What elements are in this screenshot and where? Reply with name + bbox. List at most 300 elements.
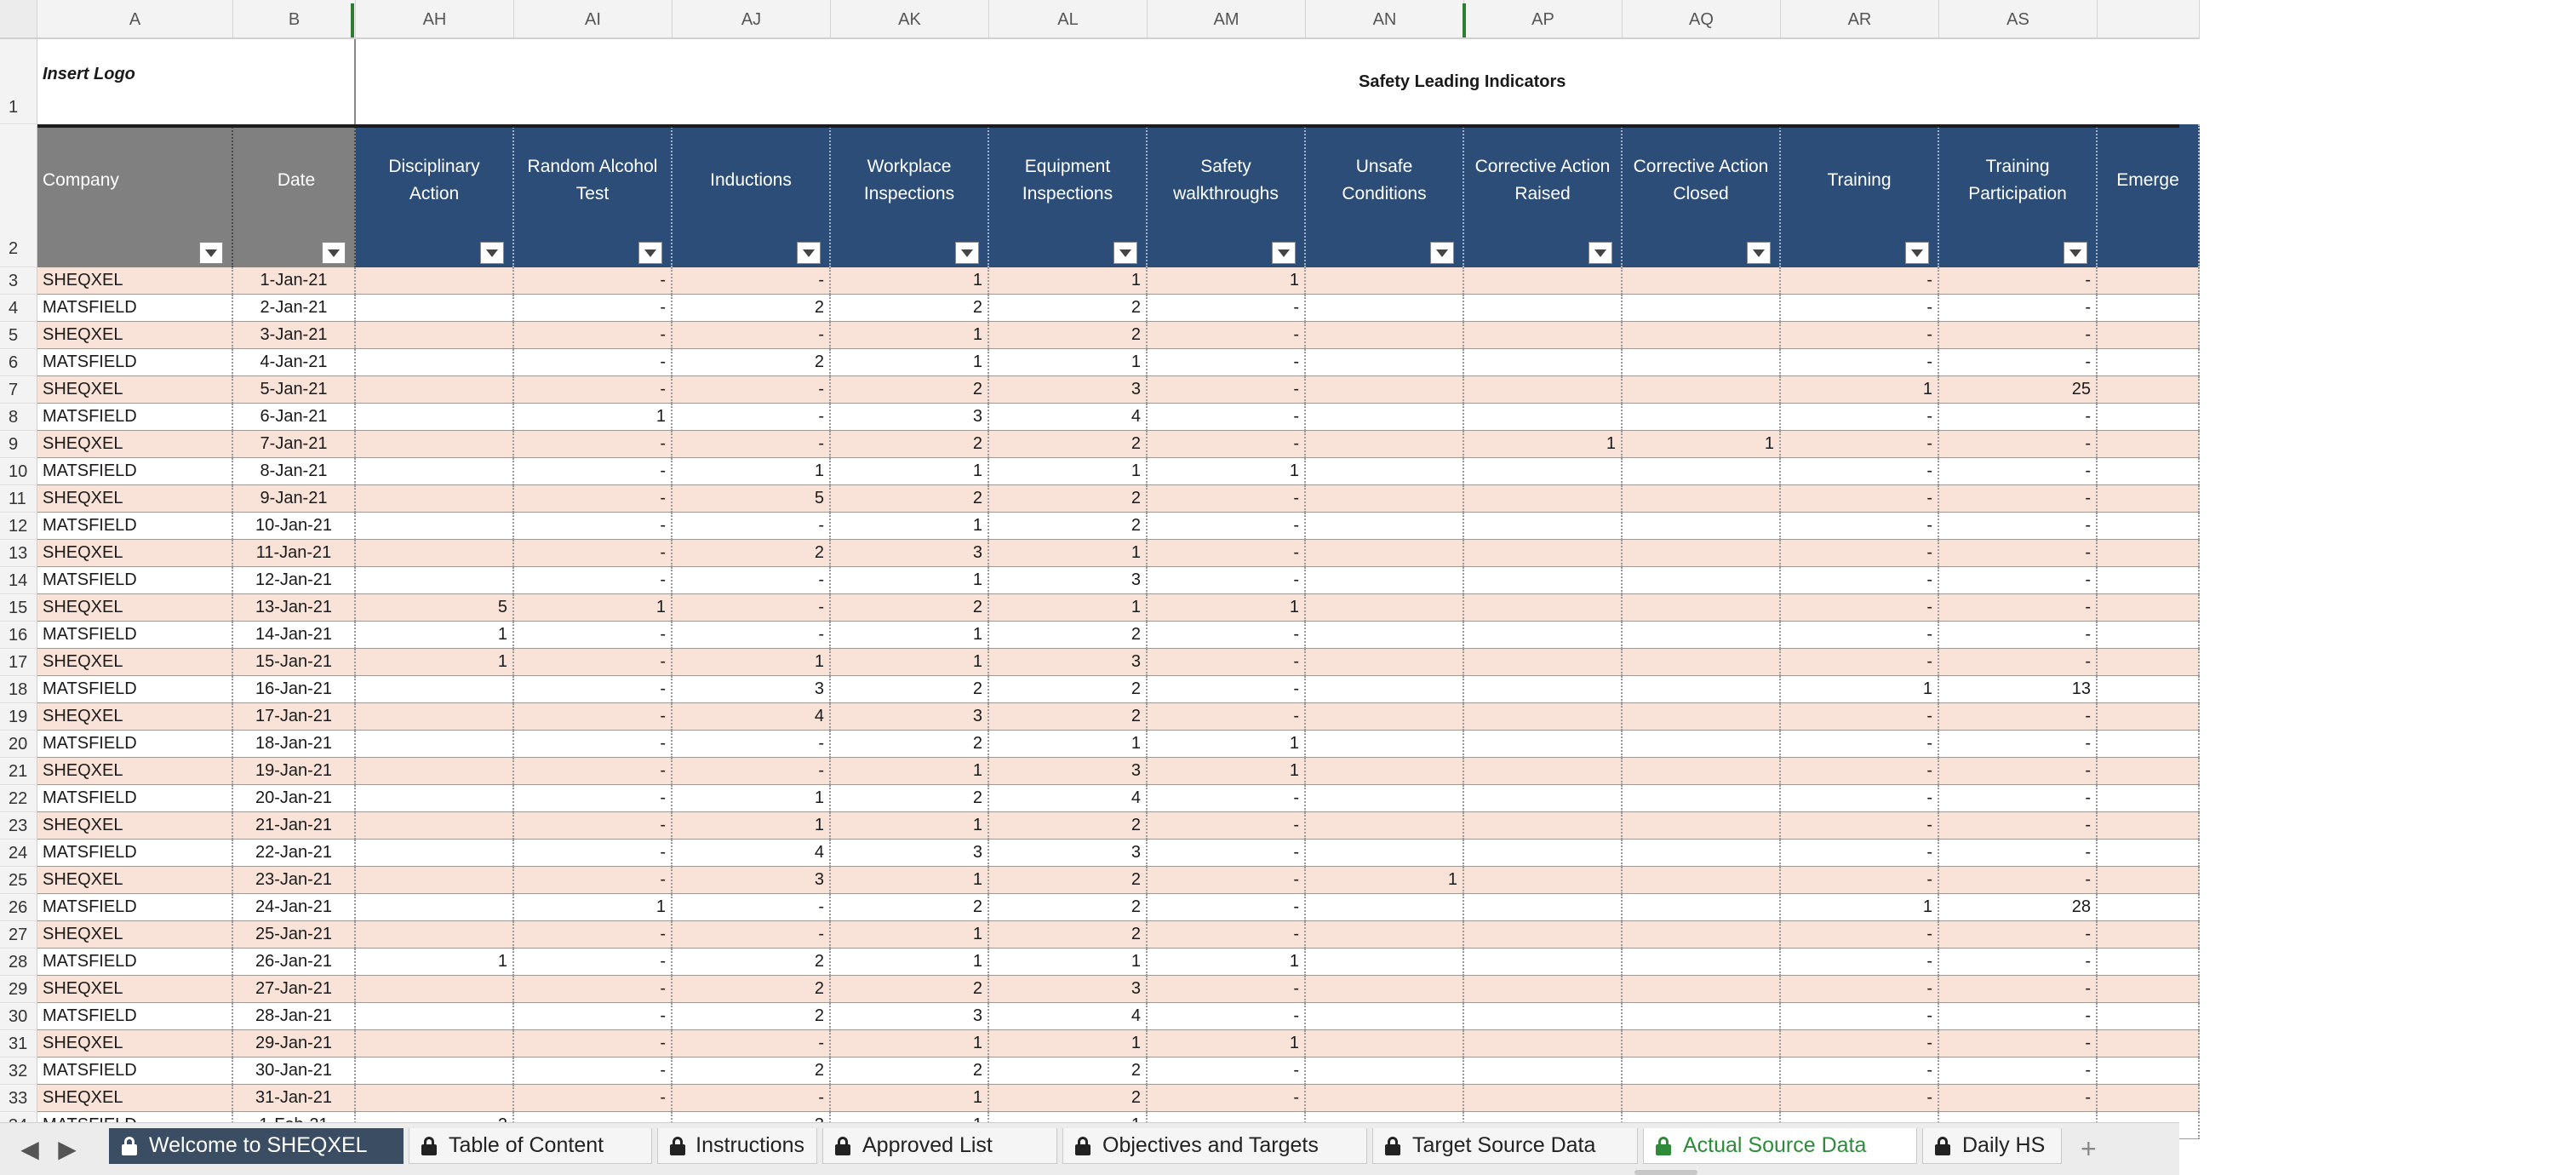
- table-cell[interactable]: [1464, 513, 1623, 540]
- table-cell[interactable]: [1464, 458, 1623, 485]
- column-header-ai[interactable]: AI: [514, 0, 673, 39]
- table-cell[interactable]: 1: [1148, 731, 1306, 758]
- table-cell[interactable]: -: [1939, 594, 2098, 622]
- table-cell[interactable]: 1: [831, 349, 989, 376]
- table-cell[interactable]: [1306, 812, 1464, 840]
- table-cell[interactable]: -: [1939, 485, 2098, 513]
- table-cell[interactable]: -: [1939, 458, 2098, 485]
- table-cell[interactable]: [356, 349, 514, 376]
- table-cell[interactable]: -: [1148, 921, 1306, 949]
- table-cell[interactable]: -: [1148, 649, 1306, 676]
- row-header[interactable]: 27: [0, 921, 37, 949]
- table-cell[interactable]: 1: [989, 267, 1148, 295]
- table-cell[interactable]: [1464, 1030, 1623, 1058]
- table-cell[interactable]: 2: [989, 1058, 1148, 1085]
- table-cell[interactable]: 1: [1306, 867, 1464, 894]
- table-cell[interactable]: [1623, 731, 1781, 758]
- table-cell[interactable]: -: [1939, 1085, 2098, 1112]
- table-cell[interactable]: -: [1939, 1003, 2098, 1030]
- table-cell[interactable]: 27-Jan-21: [233, 976, 356, 1003]
- table-cell[interactable]: 2: [673, 1003, 831, 1030]
- table-cell[interactable]: MATSFIELD: [37, 513, 233, 540]
- table-cell[interactable]: 2: [989, 703, 1148, 731]
- table-cell[interactable]: 2: [673, 976, 831, 1003]
- table-cell[interactable]: MATSFIELD: [37, 1003, 233, 1030]
- table-cell[interactable]: MATSFIELD: [37, 949, 233, 976]
- table-cell[interactable]: SHEQXEL: [37, 812, 233, 840]
- table-cell[interactable]: [2098, 431, 2200, 458]
- table-cell[interactable]: -: [1939, 758, 2098, 785]
- table-cell[interactable]: [2098, 322, 2200, 349]
- table-cell[interactable]: 2: [673, 295, 831, 322]
- table-cell[interactable]: [1464, 676, 1623, 703]
- table-cell[interactable]: 8-Jan-21: [233, 458, 356, 485]
- table-cell[interactable]: [1623, 594, 1781, 622]
- table-cell[interactable]: [356, 1058, 514, 1085]
- table-cell[interactable]: [1306, 840, 1464, 867]
- table-cell[interactable]: 1: [1148, 458, 1306, 485]
- table-cell[interactable]: [2098, 1058, 2200, 1085]
- table-cell[interactable]: MATSFIELD: [37, 731, 233, 758]
- table-cell[interactable]: 28-Jan-21: [233, 1003, 356, 1030]
- row-header[interactable]: 13: [0, 540, 37, 567]
- table-cell[interactable]: -: [1939, 267, 2098, 295]
- table-cell[interactable]: [1623, 349, 1781, 376]
- row-header[interactable]: 18: [0, 676, 37, 703]
- table-cell[interactable]: [2098, 622, 2200, 649]
- table-cell[interactable]: 2: [673, 1058, 831, 1085]
- table-cell[interactable]: 13-Jan-21: [233, 594, 356, 622]
- table-cell[interactable]: 1: [831, 1030, 989, 1058]
- table-cell[interactable]: [1306, 485, 1464, 513]
- filter-dropdown-icon[interactable]: [1905, 242, 1929, 264]
- table-cell[interactable]: [356, 513, 514, 540]
- table-cell[interactable]: 2: [831, 1058, 989, 1085]
- table-cell[interactable]: 7-Jan-21: [233, 431, 356, 458]
- table-cell[interactable]: -: [673, 731, 831, 758]
- table-cell[interactable]: [356, 295, 514, 322]
- table-cell[interactable]: -: [673, 376, 831, 404]
- table-cell[interactable]: [1306, 431, 1464, 458]
- table-cell[interactable]: 22-Jan-21: [233, 840, 356, 867]
- table-cell[interactable]: 1: [831, 867, 989, 894]
- table-cell[interactable]: [2098, 458, 2200, 485]
- table-cell[interactable]: 15-Jan-21: [233, 649, 356, 676]
- table-cell[interactable]: [356, 376, 514, 404]
- table-cell[interactable]: [1306, 649, 1464, 676]
- table-cell[interactable]: -: [1939, 785, 2098, 812]
- table-cell[interactable]: 1: [831, 812, 989, 840]
- table-cell[interactable]: 1: [356, 622, 514, 649]
- table-cell[interactable]: [1623, 1058, 1781, 1085]
- table-cell[interactable]: -: [1781, 867, 1939, 894]
- table-cell[interactable]: 12-Jan-21: [233, 567, 356, 594]
- table-cell[interactable]: [1306, 703, 1464, 731]
- table-cell[interactable]: 1: [989, 949, 1148, 976]
- table-cell[interactable]: SHEQXEL: [37, 867, 233, 894]
- row-header[interactable]: 22: [0, 785, 37, 812]
- column-header-b[interactable]: B: [233, 0, 356, 39]
- table-cell[interactable]: [1306, 894, 1464, 921]
- table-cell[interactable]: 2: [831, 894, 989, 921]
- table-cell[interactable]: -: [514, 431, 673, 458]
- table-cell[interactable]: 2: [831, 485, 989, 513]
- table-cell[interactable]: [2098, 567, 2200, 594]
- table-cell[interactable]: [1623, 676, 1781, 703]
- row-header[interactable]: 9: [0, 431, 37, 458]
- table-cell[interactable]: -: [673, 431, 831, 458]
- table-cell[interactable]: [1464, 567, 1623, 594]
- table-cell[interactable]: [1623, 1085, 1781, 1112]
- table-cell[interactable]: -: [1781, 513, 1939, 540]
- table-cell[interactable]: -: [514, 567, 673, 594]
- column-header-ap[interactable]: AP: [1464, 0, 1623, 39]
- table-cell[interactable]: -: [673, 1030, 831, 1058]
- table-cell[interactable]: 5: [673, 485, 831, 513]
- table-cell[interactable]: -: [514, 513, 673, 540]
- table-cell[interactable]: -: [1781, 622, 1939, 649]
- table-cell[interactable]: [1623, 949, 1781, 976]
- table-cell[interactable]: [356, 921, 514, 949]
- table-cell[interactable]: -: [514, 867, 673, 894]
- table-cell[interactable]: 4: [989, 1003, 1148, 1030]
- table-cell[interactable]: 1: [831, 649, 989, 676]
- table-cell[interactable]: 23-Jan-21: [233, 867, 356, 894]
- table-cell[interactable]: 26-Jan-21: [233, 949, 356, 976]
- filter-dropdown-icon[interactable]: [2064, 242, 2087, 264]
- table-cell[interactable]: 25-Jan-21: [233, 921, 356, 949]
- table-cell[interactable]: -: [1148, 567, 1306, 594]
- table-cell[interactable]: [1623, 458, 1781, 485]
- table-cell[interactable]: -: [1939, 567, 2098, 594]
- row-header[interactable]: 33: [0, 1085, 37, 1112]
- table-cell[interactable]: [2098, 703, 2200, 731]
- table-cell[interactable]: [356, 840, 514, 867]
- table-cell[interactable]: [1464, 594, 1623, 622]
- table-cell[interactable]: 1: [989, 731, 1148, 758]
- table-cell[interactable]: -: [673, 921, 831, 949]
- table-cell[interactable]: -: [673, 758, 831, 785]
- table-cell[interactable]: -: [1939, 731, 2098, 758]
- table-cell[interactable]: -: [1781, 785, 1939, 812]
- table-cell[interactable]: 1: [989, 1030, 1148, 1058]
- filter-dropdown-icon[interactable]: [1272, 242, 1296, 264]
- table-cell[interactable]: MATSFIELD: [37, 676, 233, 703]
- row-header[interactable]: 23: [0, 812, 37, 840]
- table-cell[interactable]: [356, 1085, 514, 1112]
- table-cell[interactable]: 2: [831, 431, 989, 458]
- table-cell[interactable]: [1623, 404, 1781, 431]
- table-cell[interactable]: -: [1781, 840, 1939, 867]
- table-cell[interactable]: [1306, 376, 1464, 404]
- table-cell[interactable]: [1623, 376, 1781, 404]
- table-cell[interactable]: [1306, 322, 1464, 349]
- table-cell[interactable]: 2: [989, 431, 1148, 458]
- table-cell[interactable]: [1464, 894, 1623, 921]
- table-cell[interactable]: -: [1148, 513, 1306, 540]
- table-cell[interactable]: [1306, 1058, 1464, 1085]
- column-header-a[interactable]: A: [37, 0, 233, 39]
- table-cell[interactable]: -: [1939, 1030, 2098, 1058]
- table-cell[interactable]: -: [1781, 295, 1939, 322]
- table-cell[interactable]: 19-Jan-21: [233, 758, 356, 785]
- table-cell[interactable]: [1306, 976, 1464, 1003]
- table-cell[interactable]: -: [1939, 404, 2098, 431]
- table-cell[interactable]: -: [1148, 376, 1306, 404]
- table-cell[interactable]: MATSFIELD: [37, 894, 233, 921]
- table-cell[interactable]: MATSFIELD: [37, 785, 233, 812]
- table-cell[interactable]: 1: [831, 267, 989, 295]
- filter-dropdown-icon[interactable]: [797, 242, 821, 264]
- table-cell[interactable]: MATSFIELD: [37, 622, 233, 649]
- table-cell[interactable]: SHEQXEL: [37, 976, 233, 1003]
- table-cell[interactable]: 2: [673, 349, 831, 376]
- row-header[interactable]: 19: [0, 703, 37, 731]
- table-cell[interactable]: -: [514, 949, 673, 976]
- table-cell[interactable]: 28: [1939, 894, 2098, 921]
- table-cell[interactable]: -: [1781, 976, 1939, 1003]
- row-header[interactable]: 20: [0, 731, 37, 758]
- sheet-tab-approved-list[interactable]: [822, 1128, 1057, 1164]
- table-cell[interactable]: -: [673, 1085, 831, 1112]
- table-cell[interactable]: 1: [1781, 894, 1939, 921]
- table-cell[interactable]: SHEQXEL: [37, 267, 233, 295]
- table-cell[interactable]: -: [1939, 949, 2098, 976]
- column-header-aq[interactable]: AQ: [1623, 0, 1781, 39]
- table-cell[interactable]: -: [1939, 322, 2098, 349]
- table-cell[interactable]: [356, 540, 514, 567]
- table-cell[interactable]: [2098, 731, 2200, 758]
- table-cell[interactable]: [2098, 840, 2200, 867]
- table-cell[interactable]: [1623, 485, 1781, 513]
- table-cell[interactable]: -: [514, 785, 673, 812]
- table-cell[interactable]: 1: [1148, 267, 1306, 295]
- table-cell[interactable]: 3: [673, 867, 831, 894]
- table-cell[interactable]: MATSFIELD: [37, 295, 233, 322]
- table-cell[interactable]: [1464, 976, 1623, 1003]
- row-header[interactable]: 12: [0, 513, 37, 540]
- table-cell[interactable]: [1623, 540, 1781, 567]
- table-cell[interactable]: -: [514, 921, 673, 949]
- table-cell[interactable]: -: [673, 622, 831, 649]
- table-cell[interactable]: [1623, 703, 1781, 731]
- table-cell[interactable]: -: [1781, 567, 1939, 594]
- table-cell[interactable]: [356, 567, 514, 594]
- table-cell[interactable]: [1623, 894, 1781, 921]
- table-cell[interactable]: SHEQXEL: [37, 649, 233, 676]
- table-cell[interactable]: 2: [989, 322, 1148, 349]
- table-cell[interactable]: 30-Jan-21: [233, 1058, 356, 1085]
- table-cell[interactable]: -: [514, 1003, 673, 1030]
- filter-dropdown-icon[interactable]: [638, 242, 662, 264]
- row-header[interactable]: 32: [0, 1058, 37, 1085]
- table-cell[interactable]: 1: [989, 349, 1148, 376]
- row-header[interactable]: 11: [0, 485, 37, 513]
- table-cell[interactable]: -: [1148, 404, 1306, 431]
- table-cell[interactable]: -: [1781, 649, 1939, 676]
- table-cell[interactable]: 2-Jan-21: [233, 295, 356, 322]
- table-cell[interactable]: 3: [831, 1003, 989, 1030]
- table-cell[interactable]: 2: [831, 785, 989, 812]
- table-cell[interactable]: 21-Jan-21: [233, 812, 356, 840]
- table-cell[interactable]: [1464, 921, 1623, 949]
- table-cell[interactable]: 2: [989, 894, 1148, 921]
- table-cell[interactable]: -: [1939, 1058, 2098, 1085]
- row-header[interactable]: 8: [0, 404, 37, 431]
- table-cell[interactable]: [1623, 758, 1781, 785]
- add-sheet-button[interactable]: +: [2081, 1133, 2097, 1164]
- table-cell[interactable]: -: [514, 676, 673, 703]
- table-cell[interactable]: [2098, 921, 2200, 949]
- table-cell[interactable]: -: [1939, 867, 2098, 894]
- table-cell[interactable]: 1: [831, 622, 989, 649]
- table-cell[interactable]: MATSFIELD: [37, 840, 233, 867]
- filter-dropdown-icon[interactable]: [1430, 242, 1454, 264]
- row-header[interactable]: 21: [0, 758, 37, 785]
- table-cell[interactable]: SHEQXEL: [37, 322, 233, 349]
- table-cell[interactable]: 1: [831, 921, 989, 949]
- table-cell[interactable]: [2098, 594, 2200, 622]
- table-cell[interactable]: MATSFIELD: [37, 404, 233, 431]
- table-cell[interactable]: -: [514, 485, 673, 513]
- table-cell[interactable]: [1464, 949, 1623, 976]
- table-cell[interactable]: -: [673, 567, 831, 594]
- table-cell[interactable]: -: [673, 322, 831, 349]
- table-cell[interactable]: MATSFIELD: [37, 458, 233, 485]
- table-cell[interactable]: SHEQXEL: [37, 594, 233, 622]
- table-cell[interactable]: -: [673, 267, 831, 295]
- table-cell[interactable]: -: [673, 594, 831, 622]
- table-cell[interactable]: [2098, 867, 2200, 894]
- table-cell[interactable]: [1306, 921, 1464, 949]
- table-cell[interactable]: 1: [831, 949, 989, 976]
- select-all-corner[interactable]: [0, 0, 37, 39]
- table-cell[interactable]: 2: [989, 867, 1148, 894]
- table-cell[interactable]: 2: [831, 376, 989, 404]
- table-cell[interactable]: [2098, 295, 2200, 322]
- table-cell[interactable]: -: [514, 840, 673, 867]
- table-cell[interactable]: [1306, 1085, 1464, 1112]
- table-cell[interactable]: [1623, 1003, 1781, 1030]
- table-cell[interactable]: 1: [1464, 431, 1623, 458]
- table-cell[interactable]: [356, 976, 514, 1003]
- table-cell[interactable]: 1: [1148, 1030, 1306, 1058]
- table-cell[interactable]: [2098, 976, 2200, 1003]
- table-cell[interactable]: [356, 867, 514, 894]
- table-cell[interactable]: [1623, 1030, 1781, 1058]
- table-cell[interactable]: -: [1939, 649, 2098, 676]
- table-cell[interactable]: -: [1781, 349, 1939, 376]
- row-header[interactable]: 1: [0, 39, 37, 124]
- table-cell[interactable]: MATSFIELD: [37, 349, 233, 376]
- table-cell[interactable]: 9-Jan-21: [233, 485, 356, 513]
- table-cell[interactable]: [1306, 731, 1464, 758]
- table-cell[interactable]: -: [1939, 431, 2098, 458]
- table-cell[interactable]: 3-Jan-21: [233, 322, 356, 349]
- table-cell[interactable]: 3: [989, 758, 1148, 785]
- table-cell[interactable]: [1306, 567, 1464, 594]
- table-cell[interactable]: 1: [1148, 594, 1306, 622]
- table-cell[interactable]: 1: [673, 785, 831, 812]
- table-cell[interactable]: -: [514, 322, 673, 349]
- table-cell[interactable]: -: [1939, 812, 2098, 840]
- table-cell[interactable]: 18-Jan-21: [233, 731, 356, 758]
- table-cell[interactable]: 5-Jan-21: [233, 376, 356, 404]
- table-cell[interactable]: 4: [989, 785, 1148, 812]
- scroll-tabs-left-button[interactable]: ◀: [20, 1136, 39, 1162]
- table-cell[interactable]: -: [514, 703, 673, 731]
- table-cell[interactable]: [1464, 867, 1623, 894]
- table-cell[interactable]: [2098, 676, 2200, 703]
- table-cell[interactable]: [1623, 622, 1781, 649]
- table-cell[interactable]: 10-Jan-21: [233, 513, 356, 540]
- table-cell[interactable]: [1464, 758, 1623, 785]
- table-cell[interactable]: -: [1939, 976, 2098, 1003]
- table-cell[interactable]: [2098, 894, 2200, 921]
- row-header[interactable]: 2: [0, 124, 37, 267]
- column-header-am[interactable]: AM: [1148, 0, 1306, 39]
- table-cell[interactable]: -: [1148, 840, 1306, 867]
- table-cell[interactable]: [2098, 785, 2200, 812]
- table-cell[interactable]: [356, 894, 514, 921]
- table-cell[interactable]: [2098, 267, 2200, 295]
- row-header[interactable]: 29: [0, 976, 37, 1003]
- table-cell[interactable]: [2098, 758, 2200, 785]
- table-cell[interactable]: -: [514, 812, 673, 840]
- table-cell[interactable]: -: [1781, 458, 1939, 485]
- table-cell[interactable]: -: [514, 1085, 673, 1112]
- table-cell[interactable]: -: [1781, 1085, 1939, 1112]
- table-cell[interactable]: -: [1148, 349, 1306, 376]
- table-cell[interactable]: 4: [673, 840, 831, 867]
- table-cell[interactable]: -: [514, 758, 673, 785]
- table-cell[interactable]: [1623, 322, 1781, 349]
- table-cell[interactable]: [2098, 540, 2200, 567]
- table-cell[interactable]: [1464, 349, 1623, 376]
- sheet-tab-table-of-content[interactable]: [409, 1128, 652, 1164]
- table-cell[interactable]: -: [1939, 349, 2098, 376]
- table-cell[interactable]: 1: [831, 567, 989, 594]
- filter-dropdown-icon[interactable]: [480, 242, 504, 264]
- table-cell[interactable]: -: [1148, 867, 1306, 894]
- table-cell[interactable]: [1464, 1058, 1623, 1085]
- table-cell[interactable]: 2: [989, 921, 1148, 949]
- table-cell[interactable]: -: [1781, 322, 1939, 349]
- table-cell[interactable]: 3: [831, 703, 989, 731]
- table-cell[interactable]: [1306, 295, 1464, 322]
- row-header[interactable]: 3: [0, 267, 37, 295]
- filter-dropdown-icon[interactable]: [1113, 242, 1137, 264]
- table-cell[interactable]: SHEQXEL: [37, 758, 233, 785]
- table-cell[interactable]: SHEQXEL: [37, 921, 233, 949]
- table-cell[interactable]: -: [514, 295, 673, 322]
- table-cell[interactable]: [1464, 295, 1623, 322]
- table-cell[interactable]: [1306, 513, 1464, 540]
- table-cell[interactable]: [1464, 703, 1623, 731]
- table-cell[interactable]: [356, 676, 514, 703]
- table-cell[interactable]: -: [1148, 1003, 1306, 1030]
- table-cell[interactable]: -: [514, 376, 673, 404]
- filter-dropdown-icon[interactable]: [955, 242, 979, 264]
- table-cell[interactable]: 1: [514, 404, 673, 431]
- table-cell[interactable]: MATSFIELD: [37, 1058, 233, 1085]
- table-cell[interactable]: [1306, 758, 1464, 785]
- table-cell[interactable]: [1464, 649, 1623, 676]
- table-cell[interactable]: [1464, 812, 1623, 840]
- scroll-tabs-right-button[interactable]: ▶: [58, 1136, 77, 1162]
- table-cell[interactable]: -: [1939, 540, 2098, 567]
- table-cell[interactable]: -: [514, 1030, 673, 1058]
